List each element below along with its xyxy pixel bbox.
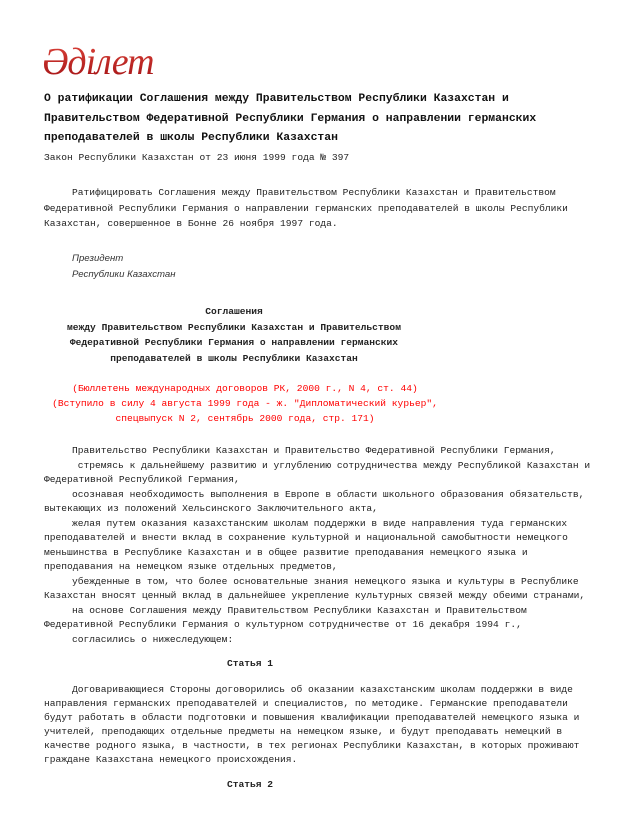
text-line: преподавателей и внести вклад в сохранение культурной и национальной самобытности немецкого bbox=[44, 532, 568, 543]
text-line: качестве родного языка, в частности, в тех регионах Республики Казахстан, в которых проживают bbox=[44, 740, 580, 751]
publication-notes bbox=[20, 381, 470, 427]
agreement-heading bbox=[34, 304, 434, 367]
text-line: Казахстан вносят ценный вклад в дальнейшее укрепление культурных связей между обеими странами, bbox=[44, 590, 586, 601]
text-line: Договаривающиеся Стороны договорились об оказании казахстанским школам поддержки в виде bbox=[72, 684, 573, 695]
text-line: граждане Казахстана немецкого происхождения. bbox=[44, 754, 298, 765]
text-line: меньшинства в Республике Казахстан и в общее развитие преподавания немецкого языка и bbox=[44, 546, 528, 558]
adilet-logo[interactable]: Әділет bbox=[42, 41, 154, 83]
text-line: Федеративной Республикой Германия, bbox=[44, 474, 240, 485]
text-line: Федеративной Республики Германия о направлении германских преподавателей в школы Республики bbox=[44, 202, 568, 214]
article-2-heading: Статья 2 bbox=[226, 779, 274, 790]
signature-line: Президент bbox=[72, 253, 124, 264]
heading-line: преподавателей в школы Республики Казахстан bbox=[110, 353, 358, 365]
preamble bbox=[44, 444, 590, 647]
article-1-text bbox=[44, 683, 579, 767]
signature-line: Республики Казахстан bbox=[72, 268, 176, 280]
heading-line: Федеративной Республики Германия о направлении германских bbox=[69, 337, 399, 349]
publication-note[interactable]: спецвыпуск N 2, сентябрь 2000 года, стр. 171) bbox=[115, 413, 375, 425]
text-line: Правительство Республики Казахстан и Правительство Федеративной Республики Германия, bbox=[72, 445, 556, 456]
document-title bbox=[44, 90, 536, 149]
publication-note[interactable]: (Вступило в силу 4 августа 1999 года - ж. "Дипломатический курьер", bbox=[52, 398, 438, 410]
text-line: осознавая необходимость выполнения в Европе в области школьного образования обязательств, bbox=[72, 488, 585, 500]
text-line: Казахстан, совершенное в Бонне 26 ноября 1997 года. bbox=[44, 218, 338, 229]
text-line: согласились о нижеследующем: bbox=[72, 633, 234, 645]
text-line: преподавания на немецком языке отдельных предметов, bbox=[44, 561, 338, 572]
heading-line: Соглашения bbox=[205, 306, 263, 317]
publication-note[interactable]: (Бюллетень международных договоров РК, 2000 г., N 4, ст. 44) bbox=[72, 383, 418, 394]
ratification-paragraph bbox=[44, 185, 568, 232]
text-line: убежденные в том, что более основательные знания немецкого языка и культуры в Республике bbox=[72, 575, 579, 587]
text-line: будут работать в области подготовки и повышения квалификации преподавателей немецкого языка и bbox=[44, 712, 580, 723]
law-line: Закон Республики Казахстан от 23 июня 1999 года № 397 bbox=[44, 152, 350, 163]
text-line: Федеративной Республики Германия о культурном сотрудничестве от 16 декабря 1994 г., bbox=[44, 619, 522, 630]
text-line: желая путем оказания казахстанским школам поддержки в виде направления туда германских bbox=[72, 517, 568, 529]
text-line: стремясь к дальнейшему развитию и углублению сотрудничества между Республикой Казахстан и bbox=[72, 459, 591, 471]
law-reference bbox=[44, 150, 349, 165]
signature-block bbox=[72, 251, 176, 282]
title-line: Правительством Федеративной Республики Германия о направлении германских bbox=[44, 112, 537, 125]
article-1-heading: Статья 1 bbox=[226, 658, 274, 669]
heading-line: между Правительством Республики Казахстан и Правительством bbox=[67, 321, 401, 333]
text-line: учителей, преподающих отдельные предметы на немецком языке, и будут преподавать немецкий в bbox=[44, 726, 563, 737]
title-line: О ратификации Соглашения между Правительством Республики Казахстан и bbox=[44, 93, 509, 105]
text-line: вытекающих из положений Хельсинского Заключительного акта, bbox=[44, 503, 378, 514]
text-line: Ратифицировать Соглашения между Правительством Республики Казахстан и Правительством bbox=[72, 187, 556, 198]
text-line: направления германских преподавателей и специалистов, по методике. Германские преподаватели bbox=[44, 698, 568, 709]
text-line: на основе Соглашения между Правительством Республики Казахстан и Правительством bbox=[72, 604, 527, 616]
title-line: преподавателей в школы Республики Казахстан bbox=[44, 132, 338, 144]
